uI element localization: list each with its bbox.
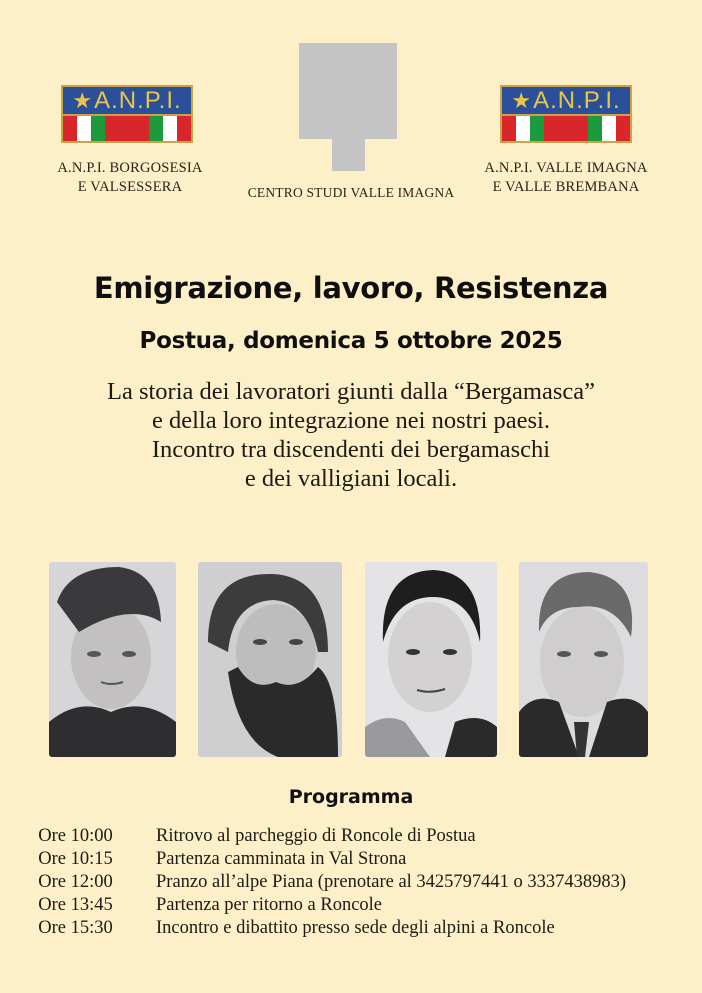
star-icon: ★ [511,87,533,113]
programme-time: Ore 10:00 [38,826,113,846]
programme-time: Ore 15:30 [38,918,113,938]
event-title: Emigrazione, lavoro, Resistenza [93,271,609,305]
programme-row [0,871,702,894]
anpi-badge [500,85,632,143]
centro-studi-label: CENTRO STUDI VALLE IMAGNA [247,185,455,200]
programme-title: Programma [288,786,414,808]
italian-flag-stripes [63,116,191,141]
programme-row [0,848,702,871]
programme-row [0,894,702,917]
centro-studi-logo-stem [332,139,365,171]
programme-activity: Partenza camminata in Val Strona [156,849,407,869]
portrait-photo-4 [519,562,648,757]
anpi-borgosesia-label: A.N.P.I. BORGOSESIA E VALSESSERA [57,160,203,195]
portrait-photo-1 [49,562,176,757]
anpi-badge-text: A.N.P.I. [94,86,182,114]
programme-time: Ore 10:15 [38,849,113,869]
event-description: La storia dei lavoratori giunti dalla “Bergamasca” e della loro integrazione nei nostri paesi. Incontro tra discendenti dei bergamaschi e dei valligiani locali. [107,378,595,492]
programme-time: Ore 12:00 [38,872,113,892]
anpi-borgosesia-logo [61,85,193,143]
portrait-photo-3 [365,562,497,757]
centro-studi-logo-block [299,43,397,139]
portrait-photo-2 [198,562,342,757]
anpi-badge-text: A.N.P.I. [533,86,621,114]
anpi-valle-imagna-label: A.N.P.I. VALLE IMAGNA E VALLE BREMBANA [484,160,648,195]
anpi-valle-imagna-logo [500,85,632,143]
programme-row [0,825,702,848]
event-date-location: Postua, domenica 5 ottobre 2025 [139,328,563,354]
programme-activity: Pranzo all’alpe Piana (prenotare al 3425797441 o 3337438983) [156,872,627,892]
programme-row [0,917,702,940]
italian-flag-stripes [502,116,630,141]
programme-activity: Incontro e dibattito presso sede degli alpini a Roncole [156,918,555,938]
anpi-badge [61,85,193,143]
programme-activity: Ritrovo al parcheggio di Roncole di Postua [156,826,476,846]
programme-time: Ore 13:45 [38,895,113,915]
programme-activity: Partenza per ritorno a Roncole [156,895,383,915]
star-icon: ★ [72,87,94,113]
